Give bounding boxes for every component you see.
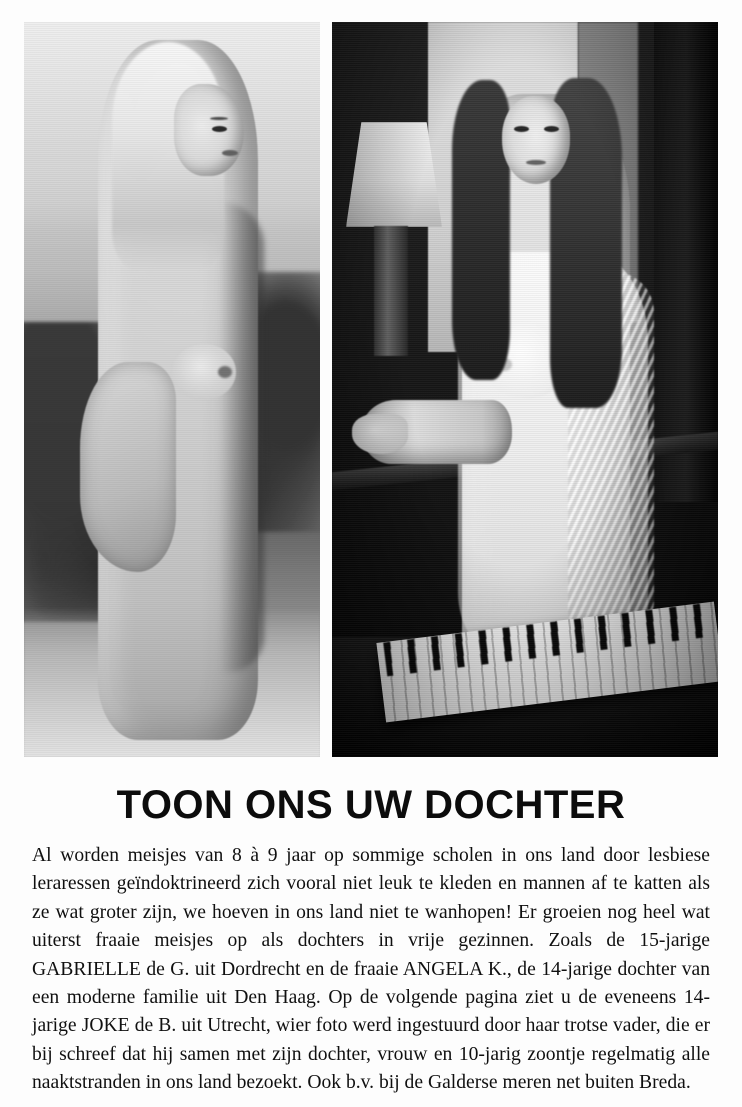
photo-left-film-grain [24, 22, 320, 757]
photo-strip [24, 22, 718, 757]
photo-right [332, 22, 718, 757]
page-title: TOON ONS UW DOCHTER [116, 783, 626, 827]
article-paragraph: Al worden meisjes van 8 à 9 jaar op sommige scholen in ons land door lesbiese leraressen geïndoktrineerd zich vooral niet leuk te kleden en mannen af te katten als ze wat groter zijn, we hoeven in ons land niet te wanhopen! Er groeien nog heel wat uiterst fraaie meisjes op als dochters in vrije gezinnen. Zoals de 15-jarige GABRIELLE de G. uit Dordrecht en de fraaie ANGELA K., de 14-jarige dochter van een moderne familie uit Den Haag. Op de volgende pagina ziet u de eveneens 14-jarige JOKE de B. uit Utrecht, wier foto werd ingestuurd door haar trotse vader, die er bij schreef dat hij samen met zijn dochter, vrouw en 10-jarig zoontje regelmatig alle naaktstranden in ons land bezoekt. Ook b.v. bij de Galderse meren net buiten Breda. [32, 845, 710, 1094]
article-body [24, 842, 718, 1098]
photo-left [24, 22, 320, 757]
photo-right-film-grain [332, 22, 718, 757]
